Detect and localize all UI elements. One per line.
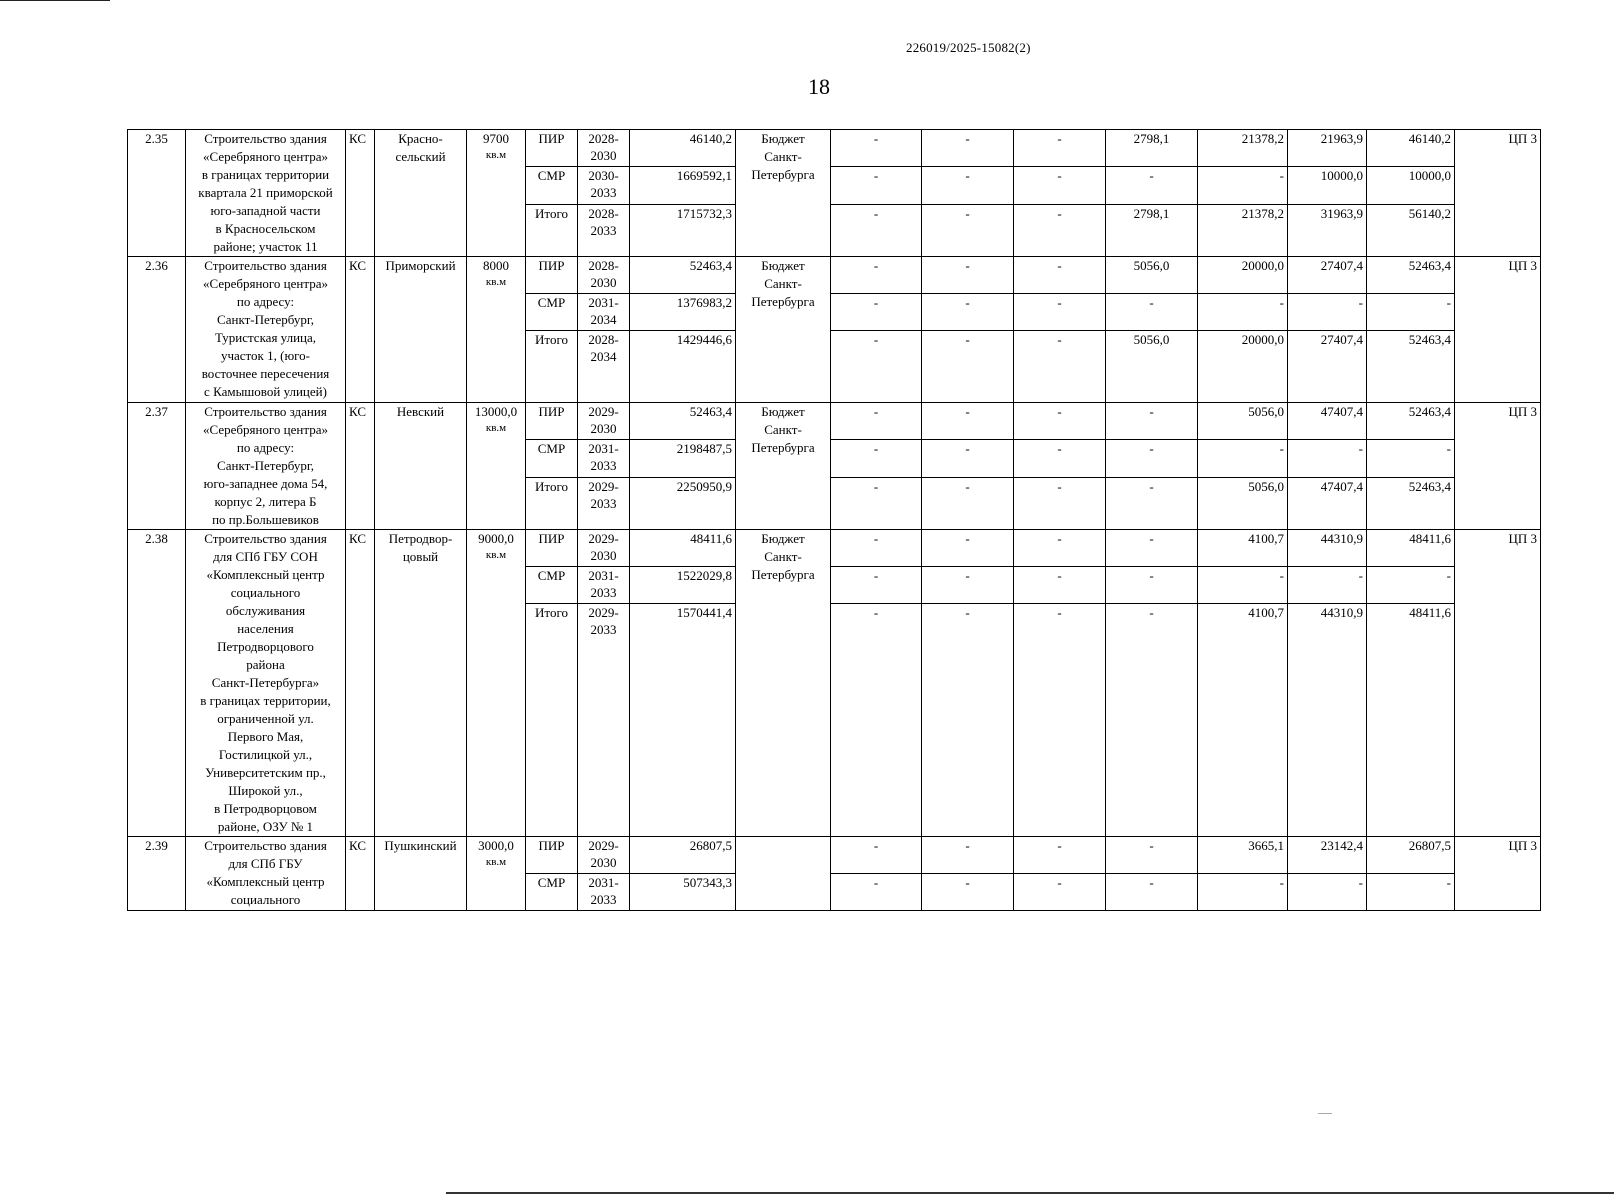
period-line: 2034 bbox=[590, 349, 617, 364]
period-line: 2033 bbox=[590, 495, 617, 511]
object-name-line: района bbox=[246, 657, 285, 672]
stage-cell: ПИР bbox=[526, 530, 578, 567]
period-line: 2033 bbox=[590, 185, 617, 201]
scan-edge-line bbox=[0, 0, 110, 1]
year-amount-cell: - bbox=[922, 257, 1014, 294]
year-amount-cell: - bbox=[831, 477, 922, 529]
stage-cell: ПИР bbox=[526, 130, 578, 167]
period-cell bbox=[578, 567, 630, 604]
total-cost-cell: 1376983,2 bbox=[630, 294, 736, 331]
funding-source-cell bbox=[736, 837, 831, 911]
period-line: 2033 bbox=[590, 892, 617, 907]
work-type-cell: КС bbox=[346, 837, 375, 911]
object-name-line: восточнее пересечения bbox=[201, 366, 330, 381]
year-amount-cell: 26807,5 bbox=[1367, 837, 1455, 874]
work-type-cell: КС bbox=[346, 403, 375, 530]
object-name-line: юго-западной части bbox=[210, 203, 321, 218]
object-name-line: «Серебряного центра» bbox=[203, 149, 328, 164]
year-amount-cell: 27407,4 bbox=[1288, 331, 1367, 403]
object-name-line: квартала 21 приморской bbox=[198, 185, 333, 200]
year-amount-cell: - bbox=[831, 530, 922, 567]
period-line: 2031- bbox=[588, 568, 619, 584]
year-amount-cell: 52463,4 bbox=[1367, 477, 1455, 529]
funding-source-line: Петербурга bbox=[751, 167, 815, 182]
total-cost-cell: 1429446,6 bbox=[630, 331, 736, 403]
object-name-line: «Серебряного центра» bbox=[203, 422, 328, 437]
stage-cell: СМР bbox=[526, 440, 578, 477]
total-cost-cell: 507343,3 bbox=[630, 874, 736, 911]
year-amount-cell: - bbox=[1198, 294, 1288, 331]
district-line: Невский bbox=[396, 404, 445, 419]
year-amount-cell: - bbox=[1106, 530, 1198, 567]
year-amount-cell: 48411,6 bbox=[1367, 604, 1455, 837]
year-amount-cell: 52463,4 bbox=[1367, 331, 1455, 403]
table-row bbox=[128, 130, 1541, 167]
year-amount-cell: - bbox=[831, 440, 922, 477]
year-amount-cell: - bbox=[1106, 167, 1198, 204]
year-amount-cell: - bbox=[1198, 874, 1288, 911]
period-line: 2033 bbox=[590, 622, 617, 638]
year-amount-cell: - bbox=[1014, 204, 1106, 256]
year-amount-cell: 31963,9 bbox=[1288, 204, 1367, 256]
year-amount-cell: - bbox=[922, 331, 1014, 403]
object-name-line: ограниченной ул. bbox=[217, 711, 314, 726]
capacity-cell bbox=[467, 130, 526, 257]
object-name-line: Строительство здания bbox=[204, 531, 327, 546]
year-amount-cell: - bbox=[831, 403, 922, 440]
district-line: сельский bbox=[395, 149, 446, 164]
object-name-cell bbox=[186, 403, 346, 530]
year-amount-cell: - bbox=[1367, 294, 1455, 331]
work-type-cell: КС bbox=[346, 530, 375, 837]
year-amount-cell: - bbox=[1014, 167, 1106, 204]
capacity-value: 9700 bbox=[483, 131, 509, 146]
item-number-cell: 2.38 bbox=[128, 530, 186, 837]
period-line: 2034 bbox=[590, 312, 617, 327]
year-amount-cell: - bbox=[1288, 440, 1367, 477]
item-number-cell: 2.39 bbox=[128, 837, 186, 911]
district-line: Петродвор- bbox=[388, 531, 453, 546]
stage-cell: СМР bbox=[526, 167, 578, 204]
item-number-cell: 2.35 bbox=[128, 130, 186, 257]
table-row bbox=[128, 530, 1541, 567]
year-amount-cell: 4100,7 bbox=[1198, 604, 1288, 837]
funding-source-line: Бюджет bbox=[761, 404, 805, 419]
year-amount-cell: - bbox=[1106, 874, 1198, 911]
year-amount-cell: - bbox=[831, 837, 922, 874]
stage-cell: СМР bbox=[526, 294, 578, 331]
year-amount-cell: - bbox=[1014, 604, 1106, 837]
object-name-line: Петродворцового bbox=[217, 639, 314, 654]
year-amount-cell: 48411,6 bbox=[1367, 530, 1455, 567]
object-name-line: Санкт-Петербург, bbox=[217, 458, 314, 473]
year-amount-cell: - bbox=[1106, 604, 1198, 837]
year-amount-cell: - bbox=[1367, 874, 1455, 911]
year-amount-cell: - bbox=[1106, 567, 1198, 604]
period-line: 2030 bbox=[590, 855, 617, 870]
year-amount-cell: - bbox=[1106, 403, 1198, 440]
year-amount-cell: 4100,7 bbox=[1198, 530, 1288, 567]
year-amount-cell: 2798,1 bbox=[1106, 204, 1198, 256]
district-line: цовый bbox=[402, 549, 439, 564]
period-cell bbox=[578, 130, 630, 167]
year-amount-cell: - bbox=[1288, 567, 1367, 604]
object-name-line: Строительство здания bbox=[204, 838, 327, 853]
object-name-line: Санкт-Петербург, bbox=[217, 312, 314, 327]
district-cell bbox=[375, 530, 467, 837]
year-amount-cell: - bbox=[1014, 257, 1106, 294]
year-amount-cell: 44310,9 bbox=[1288, 530, 1367, 567]
capacity-cell bbox=[467, 257, 526, 403]
year-amount-cell: - bbox=[922, 837, 1014, 874]
period-line: 2031- bbox=[588, 875, 619, 890]
year-amount-cell: - bbox=[831, 257, 922, 294]
object-name-cell bbox=[186, 530, 346, 837]
year-amount-cell: - bbox=[922, 477, 1014, 529]
capacity-cell bbox=[467, 530, 526, 837]
work-type-cell: КС bbox=[346, 257, 375, 403]
object-name-line: в границах территории, bbox=[200, 693, 331, 708]
item-number-cell: 2.37 bbox=[128, 403, 186, 530]
period-line: 2030- bbox=[588, 168, 619, 184]
funding-source-cell bbox=[736, 257, 831, 403]
program-goal-cell: ЦП 3 bbox=[1455, 257, 1541, 403]
year-amount-cell: 5056,0 bbox=[1198, 403, 1288, 440]
year-amount-cell: - bbox=[922, 294, 1014, 331]
period-line: 2029- bbox=[588, 404, 619, 419]
year-amount-cell: - bbox=[922, 874, 1014, 911]
year-amount-cell: 44310,9 bbox=[1288, 604, 1367, 837]
year-amount-cell: - bbox=[831, 130, 922, 167]
object-name-line: обслуживания bbox=[225, 603, 306, 618]
funding-source-line: Санкт- bbox=[764, 276, 802, 291]
object-name-line: для СПб ГБУ СОН bbox=[213, 549, 318, 564]
funding-source-line: Петербурга bbox=[751, 440, 815, 455]
scan-artifact bbox=[1318, 1113, 1332, 1114]
year-amount-cell: - bbox=[1106, 440, 1198, 477]
object-name-line: «Комплексный центр bbox=[206, 874, 325, 889]
year-amount-cell: - bbox=[1014, 837, 1106, 874]
year-amount-cell: 5056,0 bbox=[1106, 331, 1198, 403]
period-line: 2028- bbox=[588, 332, 619, 347]
period-line: 2031- bbox=[588, 441, 619, 457]
object-name-line: в Красносельском bbox=[215, 221, 316, 236]
stage-cell: СМР bbox=[526, 567, 578, 604]
object-name-line: с Камышовой улицей) bbox=[204, 384, 327, 399]
total-cost-cell: 52463,4 bbox=[630, 257, 736, 294]
year-amount-cell: - bbox=[922, 567, 1014, 604]
page-number: 18 bbox=[808, 74, 830, 99]
object-name-line: по пр.Большевиков bbox=[212, 512, 319, 527]
year-amount-cell: 2798,1 bbox=[1106, 130, 1198, 167]
year-amount-cell: 21378,2 bbox=[1198, 204, 1288, 256]
table-row bbox=[128, 403, 1541, 440]
period-line: 2030 bbox=[590, 548, 617, 563]
year-amount-cell: - bbox=[922, 530, 1014, 567]
period-cell bbox=[578, 874, 630, 911]
year-amount-cell: - bbox=[922, 440, 1014, 477]
period-cell bbox=[578, 294, 630, 331]
capacity-cell bbox=[467, 403, 526, 530]
period-line: 2028- bbox=[588, 258, 619, 273]
object-name-line: в Петродворцовом bbox=[214, 801, 317, 816]
year-amount-cell: - bbox=[1367, 440, 1455, 477]
year-amount-cell: 10000,0 bbox=[1288, 167, 1367, 204]
year-amount-cell: 20000,0 bbox=[1198, 257, 1288, 294]
year-amount-cell: - bbox=[831, 874, 922, 911]
object-name-line: участок 1, (юго- bbox=[220, 348, 311, 363]
period-cell bbox=[578, 257, 630, 294]
stage-cell: ПИР bbox=[526, 403, 578, 440]
district-cell bbox=[375, 403, 467, 530]
year-amount-cell: - bbox=[922, 403, 1014, 440]
period-cell bbox=[578, 530, 630, 567]
funding-source-line: Бюджет bbox=[761, 258, 805, 273]
year-amount-cell: - bbox=[1014, 567, 1106, 604]
total-cost-cell: 2198487,5 bbox=[630, 440, 736, 477]
object-name-line: Строительство здания bbox=[204, 258, 327, 273]
year-amount-cell: - bbox=[1014, 130, 1106, 167]
district-cell bbox=[375, 257, 467, 403]
object-name-line: Университетским пр., bbox=[205, 765, 326, 780]
year-amount-cell: - bbox=[1014, 403, 1106, 440]
year-amount-cell: - bbox=[1198, 567, 1288, 604]
funding-source-line: Санкт- bbox=[764, 149, 802, 164]
work-type-cell: КС bbox=[346, 130, 375, 257]
period-line: 2029- bbox=[588, 531, 619, 546]
year-amount-cell: 46140,2 bbox=[1367, 130, 1455, 167]
year-amount-cell: - bbox=[922, 604, 1014, 837]
object-name-line: юго-западнее дома 54, bbox=[203, 476, 328, 491]
capacity-unit: кв.м bbox=[485, 149, 507, 161]
district-line: Красно- bbox=[398, 131, 443, 146]
period-cell bbox=[578, 440, 630, 477]
period-line: 2030 bbox=[590, 421, 617, 436]
year-amount-cell: - bbox=[1014, 477, 1106, 529]
year-amount-cell: - bbox=[1367, 567, 1455, 604]
capacity-unit: кв.м bbox=[485, 276, 507, 288]
object-name-line: по адресу: bbox=[236, 294, 295, 309]
object-name-line: районе; участок 11 bbox=[213, 239, 318, 254]
year-amount-cell: 21963,9 bbox=[1288, 130, 1367, 167]
year-amount-cell: 52463,4 bbox=[1367, 403, 1455, 440]
period-line: 2028- bbox=[588, 131, 619, 146]
funding-source-line: Петербурга bbox=[751, 567, 815, 582]
year-amount-cell: 52463,4 bbox=[1367, 257, 1455, 294]
year-amount-cell: 10000,0 bbox=[1367, 167, 1455, 204]
year-amount-cell: - bbox=[831, 604, 922, 837]
year-amount-cell: - bbox=[1106, 837, 1198, 874]
total-cost-cell: 1715732,3 bbox=[630, 204, 736, 256]
period-line: 2029- bbox=[588, 838, 619, 853]
item-number-cell: 2.36 bbox=[128, 257, 186, 403]
year-amount-cell: 5056,0 bbox=[1198, 477, 1288, 529]
capacity-value: 9000,0 bbox=[478, 531, 514, 546]
object-name-line: социального bbox=[230, 892, 301, 907]
object-name-line: районе, ОЗУ № 1 bbox=[217, 819, 314, 834]
object-name-line: корпус 2, литера Б bbox=[214, 494, 317, 509]
district-line: Приморский bbox=[385, 258, 456, 273]
total-cost-cell: 26807,5 bbox=[630, 837, 736, 874]
district-cell bbox=[375, 130, 467, 257]
object-name-cell bbox=[186, 257, 346, 403]
year-amount-cell: - bbox=[1014, 440, 1106, 477]
period-line: 2031- bbox=[588, 295, 619, 310]
year-amount-cell: - bbox=[922, 167, 1014, 204]
funding-source-cell bbox=[736, 403, 831, 530]
program-goal-cell: ЦП 3 bbox=[1455, 130, 1541, 257]
table-row bbox=[128, 257, 1541, 294]
object-name-line: Туристская улица, bbox=[214, 330, 317, 345]
period-line: 2033 bbox=[590, 585, 617, 601]
object-name-line: Строительство здания bbox=[204, 404, 327, 419]
total-cost-cell: 1669592,1 bbox=[630, 167, 736, 204]
document-registration-number: 226019/2025-15082(2) bbox=[906, 40, 1031, 55]
object-name-line: «Серебряного центра» bbox=[203, 276, 328, 291]
total-cost-cell: 46140,2 bbox=[630, 130, 736, 167]
year-amount-cell: 47407,4 bbox=[1288, 403, 1367, 440]
stage-cell: Итого bbox=[526, 477, 578, 529]
year-amount-cell: - bbox=[922, 130, 1014, 167]
period-cell bbox=[578, 837, 630, 874]
funding-source-line: Петербурга bbox=[751, 294, 815, 309]
year-amount-cell: 47407,4 bbox=[1288, 477, 1367, 529]
construction-program-table bbox=[127, 129, 1541, 911]
year-amount-cell: - bbox=[1014, 530, 1106, 567]
total-cost-cell: 1522029,8 bbox=[630, 567, 736, 604]
page-bottom-line bbox=[446, 1192, 1614, 1194]
capacity-unit: кв.м bbox=[485, 856, 507, 868]
year-amount-cell: - bbox=[1106, 294, 1198, 331]
object-name-line: Широкой ул., bbox=[228, 783, 303, 798]
object-name-cell bbox=[186, 130, 346, 257]
object-name-line: в границах территории bbox=[201, 167, 330, 182]
total-cost-cell: 52463,4 bbox=[630, 403, 736, 440]
period-cell bbox=[578, 331, 630, 403]
object-name-line: Строительство здания bbox=[204, 131, 327, 146]
year-amount-cell: - bbox=[922, 204, 1014, 256]
program-goal-cell: ЦП 3 bbox=[1455, 403, 1541, 530]
year-amount-cell: - bbox=[831, 167, 922, 204]
total-cost-cell: 48411,6 bbox=[630, 530, 736, 567]
year-amount-cell: - bbox=[1288, 294, 1367, 331]
period-line: 2033 bbox=[590, 222, 617, 238]
district-cell bbox=[375, 837, 467, 911]
district-line: Пушкинский bbox=[384, 838, 457, 853]
program-goal-cell: ЦП 3 bbox=[1455, 837, 1541, 911]
period-line: 2029- bbox=[588, 605, 619, 621]
capacity-cell bbox=[467, 837, 526, 911]
year-amount-cell: 23142,4 bbox=[1288, 837, 1367, 874]
funding-source-line: Санкт- bbox=[764, 549, 802, 564]
table-row bbox=[128, 837, 1541, 874]
stage-cell: ПИР bbox=[526, 837, 578, 874]
object-name-line: социального bbox=[230, 585, 301, 600]
stage-cell: Итого bbox=[526, 604, 578, 837]
year-amount-cell: - bbox=[831, 294, 922, 331]
period-cell bbox=[578, 604, 630, 837]
year-amount-cell: - bbox=[1014, 294, 1106, 331]
year-amount-cell: 3665,1 bbox=[1198, 837, 1288, 874]
year-amount-cell: - bbox=[831, 204, 922, 256]
period-line: 2030 bbox=[590, 275, 617, 290]
period-line: 2033 bbox=[590, 458, 617, 474]
funding-source-cell bbox=[736, 130, 831, 257]
object-name-line: населения bbox=[237, 621, 294, 636]
year-amount-cell: - bbox=[1106, 477, 1198, 529]
year-amount-cell: 27407,4 bbox=[1288, 257, 1367, 294]
capacity-value: 8000 bbox=[483, 258, 509, 273]
object-name-line: «Комплексный центр bbox=[206, 567, 325, 582]
year-amount-cell: - bbox=[1288, 874, 1367, 911]
funding-source-line: Бюджет bbox=[761, 131, 805, 146]
stage-cell: Итого bbox=[526, 204, 578, 256]
capacity-value: 13000,0 bbox=[474, 404, 518, 419]
year-amount-cell: 20000,0 bbox=[1198, 331, 1288, 403]
capacity-unit: кв.м bbox=[485, 549, 507, 561]
stage-cell: СМР bbox=[526, 874, 578, 911]
period-line: 2029- bbox=[588, 478, 619, 494]
funding-source-line: Бюджет bbox=[761, 531, 805, 546]
year-amount-cell: - bbox=[1014, 331, 1106, 403]
funding-source-line: Санкт- bbox=[764, 422, 802, 437]
year-amount-cell: - bbox=[1014, 874, 1106, 911]
object-name-line: Санкт-Петербурга» bbox=[211, 675, 320, 690]
stage-cell: ПИР bbox=[526, 257, 578, 294]
funding-source-cell bbox=[736, 530, 831, 837]
year-amount-cell: - bbox=[831, 331, 922, 403]
year-amount-cell: 21378,2 bbox=[1198, 130, 1288, 167]
object-name-cell bbox=[186, 837, 346, 911]
capacity-value: 3000,0 bbox=[478, 838, 514, 853]
program-goal-cell: ЦП 3 bbox=[1455, 530, 1541, 837]
object-name-line: для СПб ГБУ bbox=[228, 856, 303, 871]
stage-cell: Итого bbox=[526, 331, 578, 403]
period-line: 2028- bbox=[588, 205, 619, 221]
period-cell bbox=[578, 204, 630, 256]
object-name-line: по адресу: bbox=[236, 440, 295, 455]
year-amount-cell: 5056,0 bbox=[1106, 257, 1198, 294]
capacity-unit: кв.м bbox=[485, 422, 507, 434]
period-cell bbox=[578, 477, 630, 529]
object-name-line: Первого Мая, bbox=[227, 729, 304, 744]
year-amount-cell: - bbox=[831, 567, 922, 604]
period-line: 2030 bbox=[590, 148, 617, 163]
period-cell bbox=[578, 403, 630, 440]
year-amount-cell: - bbox=[1198, 167, 1288, 204]
total-cost-cell: 1570441,4 bbox=[630, 604, 736, 837]
object-name-line: Гостилицкой ул., bbox=[218, 747, 313, 762]
total-cost-cell: 2250950,9 bbox=[630, 477, 736, 529]
year-amount-cell: - bbox=[1198, 440, 1288, 477]
period-cell bbox=[578, 167, 630, 204]
year-amount-cell: 56140,2 bbox=[1367, 204, 1455, 256]
